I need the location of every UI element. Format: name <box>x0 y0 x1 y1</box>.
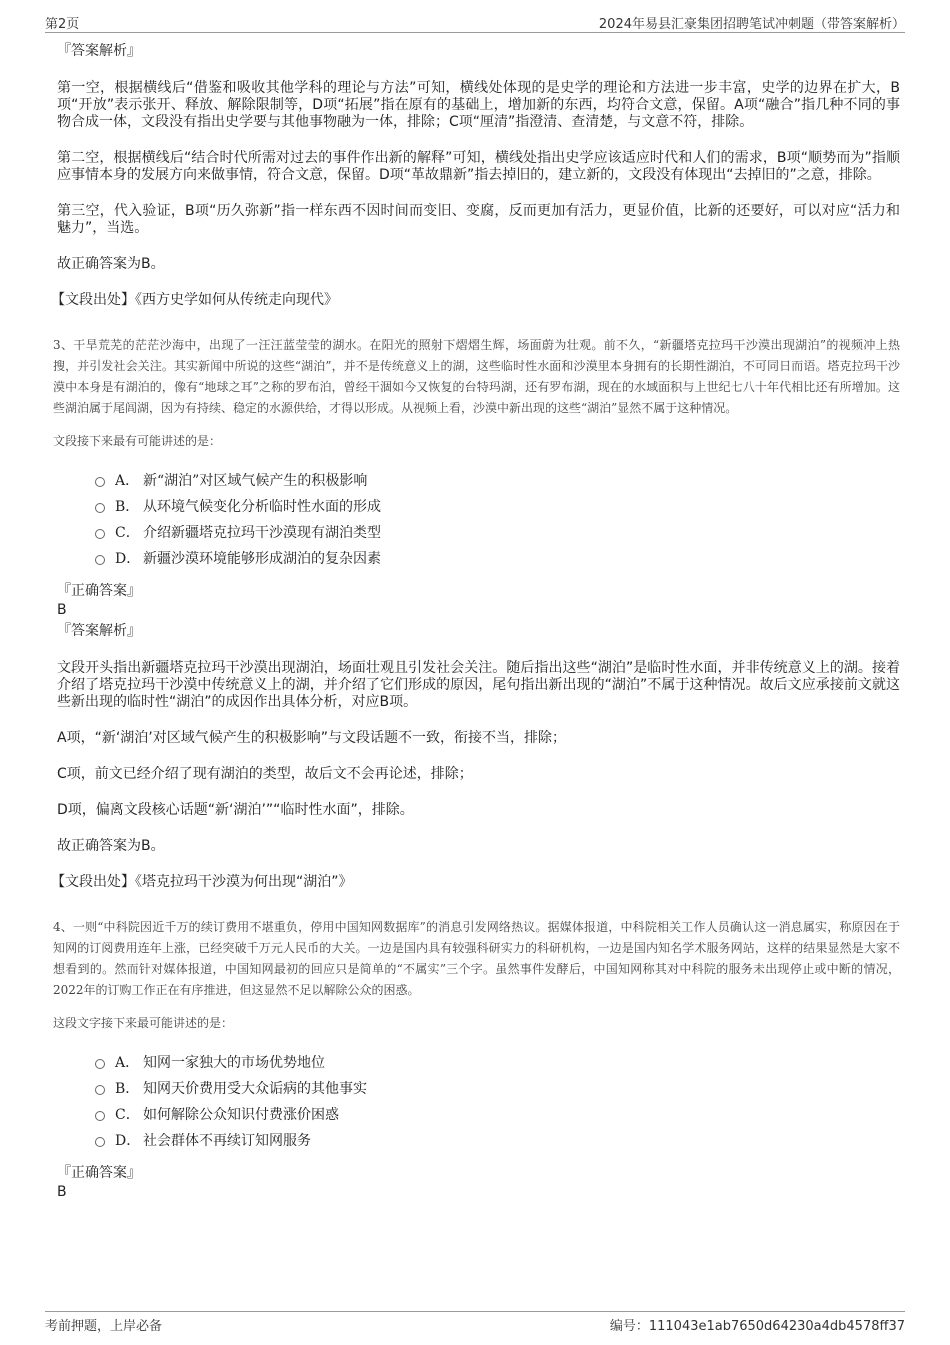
radio-icon[interactable] <box>95 1085 105 1095</box>
correct-answer-label: 『正确答案』 <box>57 583 141 599</box>
option-a[interactable]: A． 新“湖泊”对区域气候产生的积极影响 <box>95 467 900 493</box>
analysis-paragraph: 第二空，根据横线后“结合时代所需对过去的事件作出新的解释”可知，横线处指出史学应该适应时代和人们的需求，B项“顺势而为”指顺应事情本身的发展方向来做事情，符合文意，保留。D项“革故鼎新”指去掉旧的，建立新的，文段没有体现出“去掉旧的”之意，排除。 <box>57 150 900 183</box>
document-id: 编号：111043e1ab7650d64230a4db4578ff37 <box>609 1319 905 1334</box>
question-3-options <box>95 467 900 571</box>
radio-icon[interactable] <box>95 503 105 513</box>
footer-slogan: 考前押题，上岸必备 <box>45 1319 163 1334</box>
analysis-paragraph: 第三空，代入验证，B项“历久弥新”指一样东西不因时间而变旧、变腐，反而更加有活力，更显价值，比新的还要好，可以对应“活力和魅力”，当选。 <box>57 203 900 236</box>
option-a[interactable]: A． 知网一家独大的市场优势地位 <box>95 1049 900 1075</box>
option-b[interactable]: B． 从环境气候变化分析临时性水面的形成 <box>95 493 900 519</box>
analysis-paragraph: C项，前文已经介绍了现有湖泊的类型，故后文不会再论述，排除； <box>57 766 473 782</box>
document-title: 2024年易县汇豪集团招聘笔试冲刺题（带答案解析） <box>598 17 905 32</box>
answer-analysis-label: 『答案解析』 <box>57 43 141 59</box>
answer-analysis-label: 『答案解析』 <box>57 623 141 639</box>
question-4-text: 4、一则“中科院因近千万的续订费用不堪重负，停用中国知网数据库”的消息引发网络热议。据媒体报道，中科院相关工作人员确认这一消息属实，称原因在于知网的订阅费用连年上涨，已经突破千万元人民币的大关。一边是国内具有较强科研实力的科研机构，一边是国内知名学术服务网站，这样的结果显然是大家不想看到的。然而针对媒体报道，中国知网最初的回应只是简单的“不属实”三个字。虽然事件发酵后，中国知网称其对中科院的服务未出现停止或中断的情况，2022年的订购工作正在有序推进，但这显然不足以解除公众的困惑。 <box>53 920 900 997</box>
question-3-text: 3、干旱荒芜的茫茫沙海中，出现了一汪汪蓝莹莹的湖水。在阳光的照射下熠熠生辉，场面蔚为壮观。前不久，“新疆塔克拉玛干沙漠出现湖泊”的视频冲上热搜，并引发社会关注。其实新闻中所说的这些“湖泊”，并不是传统意义上的湖，这些临时性水面和沙漠里本身拥有的长期性湖泊，不可同日而语。塔克拉玛干沙漠中本身是有湖泊的，像有“地球之耳”之称的罗布泊，曾经干涸如今又恢复的台特玛湖，还有罗布湖，现在的水域面积与上世纪七八十年代相比还有所增加。这些湖泊属于尾闾湖，因为有持续、稳定的水源供给，才得以形成。从视频上看，沙漠中新出现的这些“湖泊”显然不属于这种情况。 <box>53 338 900 415</box>
analysis-conclusion: 故正确答案为B。 <box>57 838 165 854</box>
question-3-prompt: 文段接下来最有可能讲述的是： <box>53 434 222 448</box>
page-number: 第2页 <box>45 17 80 32</box>
option-c[interactable]: C． 介绍新疆塔克拉玛干沙漠现有湖泊类型 <box>95 519 900 545</box>
analysis-paragraph: 第一空，根据横线后“借鉴和吸收其他学科的理论与方法”可知，横线处体现的是史学的理论和方法进一步丰富，史学的边界在扩大，B项“开放”表示张开、释放、解除限制等，D项“拓展”指在原有的基础上，增加新的东西，均符合文意，保留。A项“融合”指几种不同的事物合成一体，文段没有指出史学要与其他事物融为一体，排除；C项“厘清”指澄清、查清楚，与文意不符，排除。 <box>57 80 900 130</box>
radio-icon[interactable] <box>95 477 105 487</box>
question-4-prompt: 这段文字接下来最可能讲述的是： <box>53 1016 234 1030</box>
radio-icon[interactable] <box>95 1137 105 1147</box>
page-content <box>51 43 900 1205</box>
passage-source: 【文段出处】《塔克拉玛干沙漠为何出现“湖泊”》 <box>51 874 353 890</box>
option-d[interactable]: D． 新疆沙漠环境能够形成湖泊的复杂因素 <box>95 545 900 571</box>
radio-icon[interactable] <box>95 1059 105 1069</box>
analysis-conclusion: 故正确答案为B。 <box>57 256 165 272</box>
question-4-options <box>95 1049 900 1153</box>
radio-icon[interactable] <box>95 1111 105 1121</box>
analysis-paragraph: D项，偏离文段核心话题“新‘湖泊’”“临时性水面”，排除。 <box>57 802 414 818</box>
radio-icon[interactable] <box>95 529 105 539</box>
option-b[interactable]: B． 知网天价费用受大众诟病的其他事实 <box>95 1075 900 1101</box>
option-c[interactable]: C． 如何解除公众知识付费涨价困惑 <box>95 1101 900 1127</box>
correct-answer-value: B <box>57 1184 67 1200</box>
page-footer <box>45 1311 905 1336</box>
correct-answer-value: B <box>57 602 67 618</box>
option-d[interactable]: D． 社会群体不再续订知网服务 <box>95 1127 900 1153</box>
correct-answer-label: 『正确答案』 <box>57 1165 141 1181</box>
passage-source: 【文段出处】《西方史学如何从传统走向现代》 <box>51 292 338 308</box>
radio-icon[interactable] <box>95 555 105 565</box>
analysis-paragraph: A项，“新‘湖泊’对区域气候产生的积极影响”与文段话题不一致，衔接不当，排除； <box>57 730 566 746</box>
page-header <box>45 10 905 33</box>
analysis-paragraph: 文段开头指出新疆塔克拉玛干沙漠出现湖泊，场面壮观且引发社会关注。随后指出这些“湖泊”是临时性水面，并非传统意义上的湖。接着介绍了塔克拉玛干沙漠中传统意义上的湖，并介绍了它们形成的原因，尾句指出新出现的“湖泊”不属于这种情况。故后文应承接前文就这些新出现的临时性“湖泊”的成因作出具体分析，对应B项。 <box>57 660 900 710</box>
